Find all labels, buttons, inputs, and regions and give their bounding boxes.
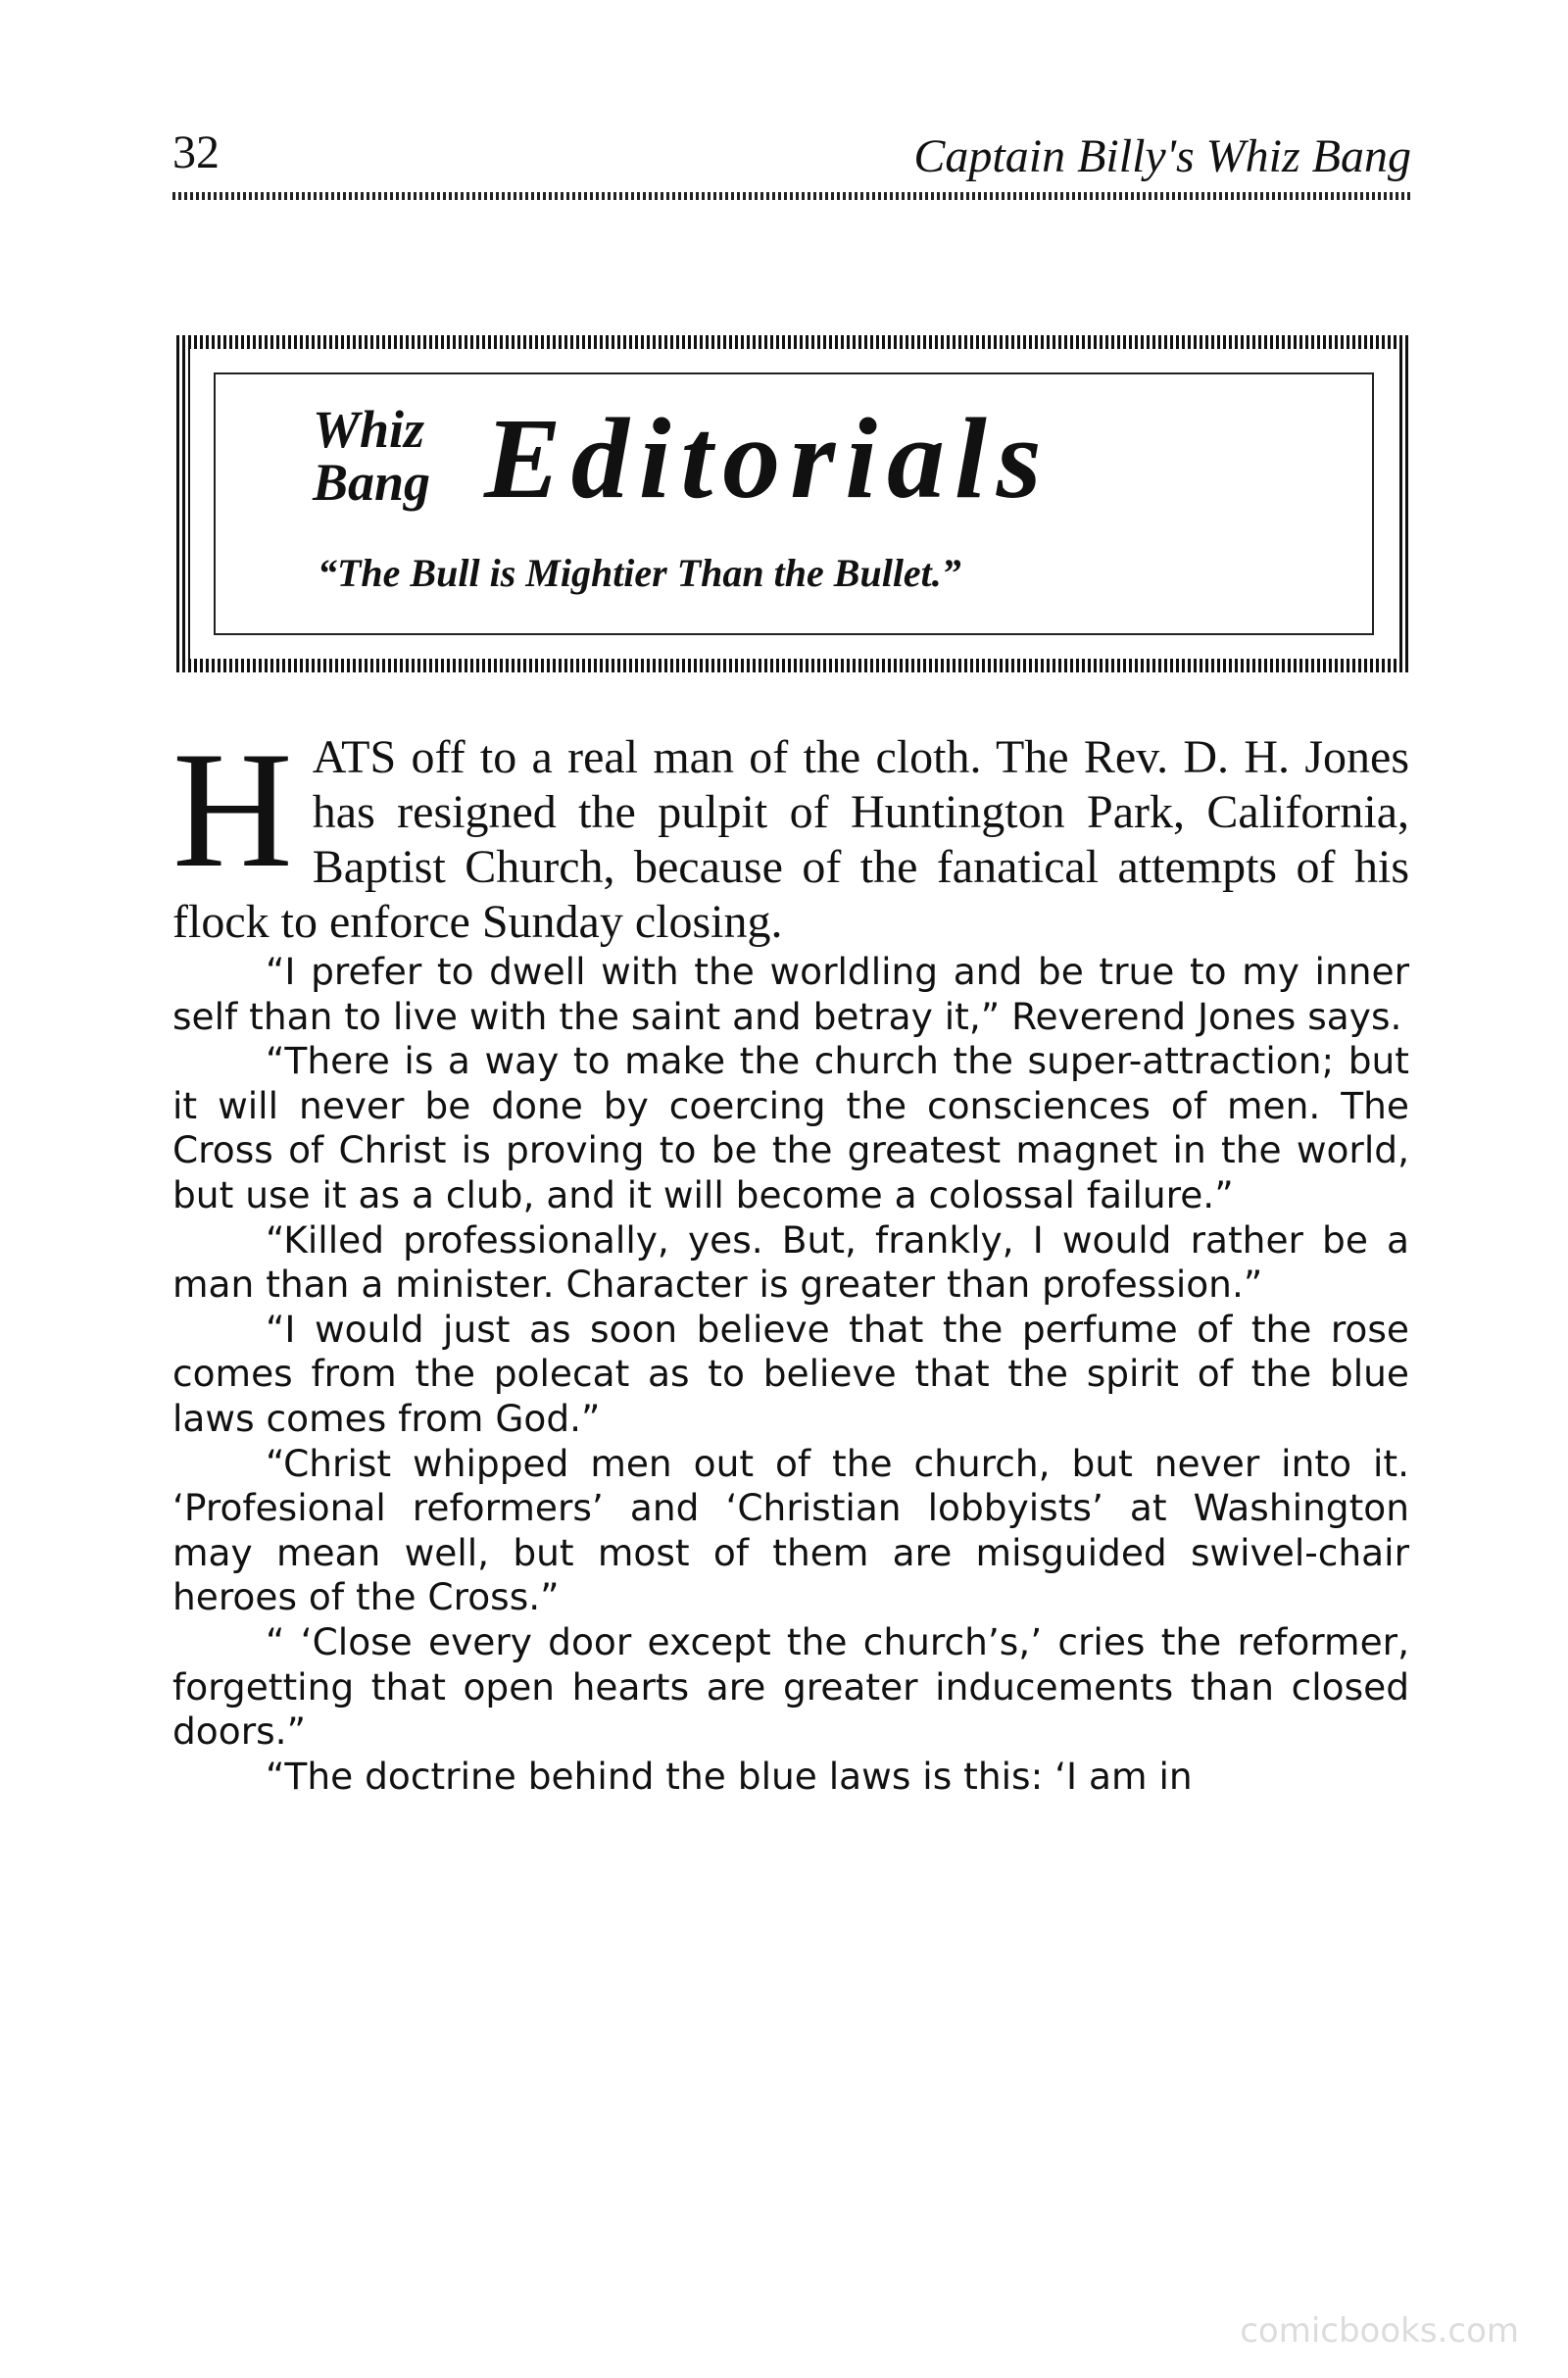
motto: “The Bull is Mightier Than the Bullet.”: [318, 551, 961, 595]
paragraph: “ ‘Close every door except the church’s,’ cries the reformer, forgetting that open hearts are greater inducements than closed doors.”: [172, 1619, 1409, 1754]
section-title: Editorials: [484, 394, 1052, 522]
article-body: [172, 950, 1409, 1799]
paragraph: “The doctrine behind the blue laws is this: ‘I am in: [266, 1754, 1193, 1798]
whiz-bang-stack: [313, 400, 431, 512]
bang-word: Bang: [313, 453, 431, 512]
paragraph: “Christ whipped men out of the church, but never into it. ‘Profesional reformers’ and ‘Christian lobbyists’ at Washington may mean well, but most of them are misguided swivel-chair heroes of the Cross.”: [172, 1441, 1409, 1619]
running-title: Captain Billy's Whiz Bang: [913, 130, 1411, 182]
paragraph: “There is a way to make the church the super-attraction; but it will never be done by coercing the consciences of men. The Cross of Christ is proving to be the greatest magnet in the world, but use it as a club, and it will become a colossal failure.”: [172, 1039, 1409, 1216]
watermark: comicbooks.com: [1240, 2311, 1519, 2351]
paragraph: “Killed professionally, yes. But, frankly, I would rather be a man than a minister. Character is greater than profession.”: [172, 1217, 1409, 1307]
lead-text: ATS off to a real man of the cloth. The Rev. D. H. Jones has resigned the pulpit of Huntington Park, California, Baptist Church, because of the fanatical attempts of his flock to enforce Sunday closing.: [172, 731, 1409, 948]
lead-paragraph: [172, 718, 1409, 950]
page-number: 32: [172, 126, 220, 178]
whiz-word: Whiz: [313, 400, 425, 459]
paragraph: “I prefer to dwell with the worldling and be true to my inner self than to live with the saint and betray it,” Reverend Jones says.: [172, 950, 1409, 1038]
title-box: [176, 335, 1411, 672]
paragraph: “I would just as soon believe that the perfume of the rose comes from the polecat as to believe that the spirit of the blue laws comes from God.”: [172, 1307, 1409, 1440]
header-rule: [172, 192, 1411, 200]
drop-cap: H: [172, 718, 293, 902]
article: [172, 718, 1409, 1799]
